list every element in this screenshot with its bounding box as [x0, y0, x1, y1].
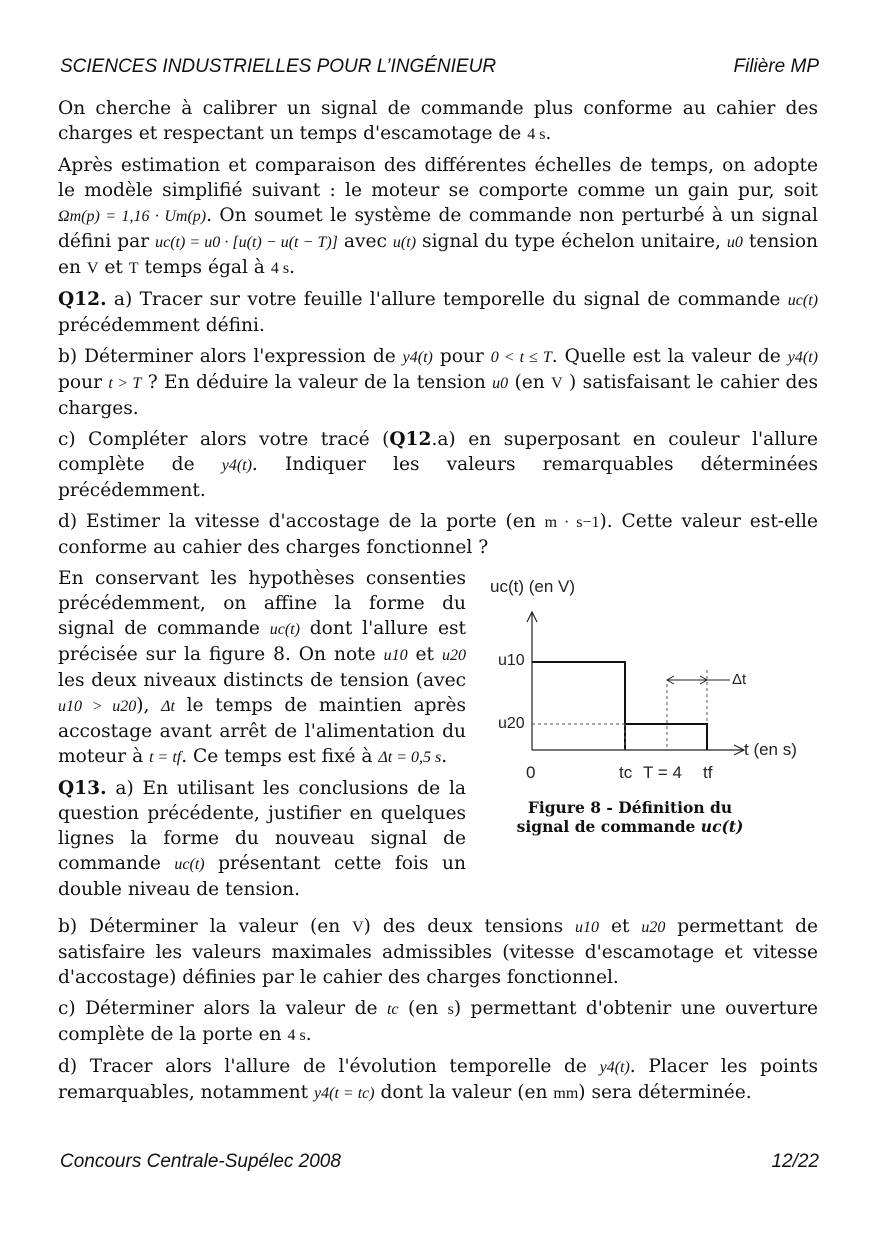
page-number: 12/22: [771, 1151, 819, 1172]
header-track: Filière MP: [733, 56, 819, 77]
command-signal-chart: [482, 572, 818, 792]
q12-c: c) Compléter alors votre tracé (Q12.a) en superposant en couleur l'allure complète de y4(t). Indiquer les valeurs remarquables déterminées précédemment.: [58, 429, 819, 501]
dt-label: Δt: [732, 671, 747, 688]
x-axis-label: t (en s): [744, 740, 797, 759]
q13-a: Q13. a) En utilisant les conclusions de la question précédente, justifier en quelques lignes la forme du nouveau signal de commande uc(t) présentant cette fois un double niveau de tension.: [58, 778, 466, 900]
text-with-figure: [58, 566, 818, 908]
u20-label: u20: [498, 715, 525, 732]
u10-label: u10: [498, 652, 525, 669]
question-label-q13: Q13.: [58, 778, 107, 799]
page-footer: [60, 1151, 819, 1173]
equation-signal: uc(t) = u0 · [u(t) − u(t − T)]: [155, 234, 338, 251]
y-axis-label: [490, 577, 575, 596]
signal-level-u20: [625, 724, 707, 750]
header-subject: SCIENCES INDUSTRIELLES POUR L’INGÉNIEUR: [60, 56, 497, 77]
T-label: T = 4: [643, 763, 682, 782]
tf-label: tf: [703, 763, 713, 782]
intro-paragraph: On cherche à calibrer un signal de commande plus conforme au cahier des charges et respectant un temps d'escamotage de 4 s.: [58, 98, 818, 144]
zero-label: 0: [526, 763, 536, 782]
equation-gain: Ωm(p) = 1,16 · Um(p): [58, 208, 207, 225]
caption-line-2: signal de commande uc(t): [516, 817, 744, 836]
refined-signal-paragraph: En conservant les hypothèses consenties précédemment, on affine la forme du signal de commande uc(t) dont l'allure est précisée sur la figure 8. On note u10 et u20 les deux niveaux distincts de tension (avec u10 > u20), Δt le temps de maintien après accostage avant arrêt de l'alimentation du moteur à t = tf. Ce temps est fixé à Δt = 0,5 s.: [58, 568, 466, 767]
caption-line-1: Figure 8 - Définition du: [527, 798, 733, 817]
page-header: [60, 56, 819, 78]
tc-label: tc: [619, 763, 633, 782]
question-label-q12: Q12.: [58, 289, 107, 310]
q12-d: d) Estimer la vitesse d'accostage de la porte (en m · s−1). Cette valeur est-elle conforme au cahier des charges fonctionnel ?: [58, 511, 818, 558]
left-column: [58, 566, 466, 908]
y-axis-label-main: uc(t) (en V): [490, 577, 576, 596]
q12-a: Q12. a) Tracer sur votre feuille l'allure temporelle du signal de commande uc(t) précédemment défini.: [58, 289, 818, 336]
model-paragraph: Après estimation et comparaison des différentes échelles de temps, on adopte le modèle simplifié suivant : le moteur se comporte comme un gain pur, soit Ωm(p) = 1,16 · Um(p). On soumet le système de commande non perturbé à un signal défini par uc(t) = u0 · [u(t) − u(t − T)] avec u(t) signal du type échelon unitaire, u0 tension en V et T temps égal à 4 s.: [58, 155, 818, 278]
figure-caption: [442, 798, 818, 836]
page-content: [58, 96, 818, 1112]
q13-b: b) Déterminer la valeur (en V) des deux tensions u10 et u20 permettant de satisfaire les valeurs maximales admissibles (vitesse d'escamotage et vitesse d'accostage) définies par le cahier des charges fonctionnel.: [58, 916, 819, 988]
q13-c: c) Déterminer alors la valeur de tc (en s) permettant d'obtenir une ouverture complète de la porte en 4 s.: [58, 998, 818, 1045]
figure-8: [482, 572, 818, 908]
signal-level-u10: [532, 662, 625, 750]
q13-d: d) Tracer alors l'allure de l'évolution temporelle de y4(t). Placer les points remarquables, notamment y4(t = tc) dont la valeur (en mm) sera déterminée.: [58, 1056, 818, 1103]
footer-contest: Concours Centrale-Supélec 2008: [60, 1151, 341, 1172]
q12-b: b) Déterminer alors l'expression de y4(t) pour 0 < t ≤ T. Quelle est la valeur de y4(t) pour t > T ? En déduire la valeur de la tension u0 (en V ) satisfaisant le cahier des charges.: [58, 346, 818, 419]
